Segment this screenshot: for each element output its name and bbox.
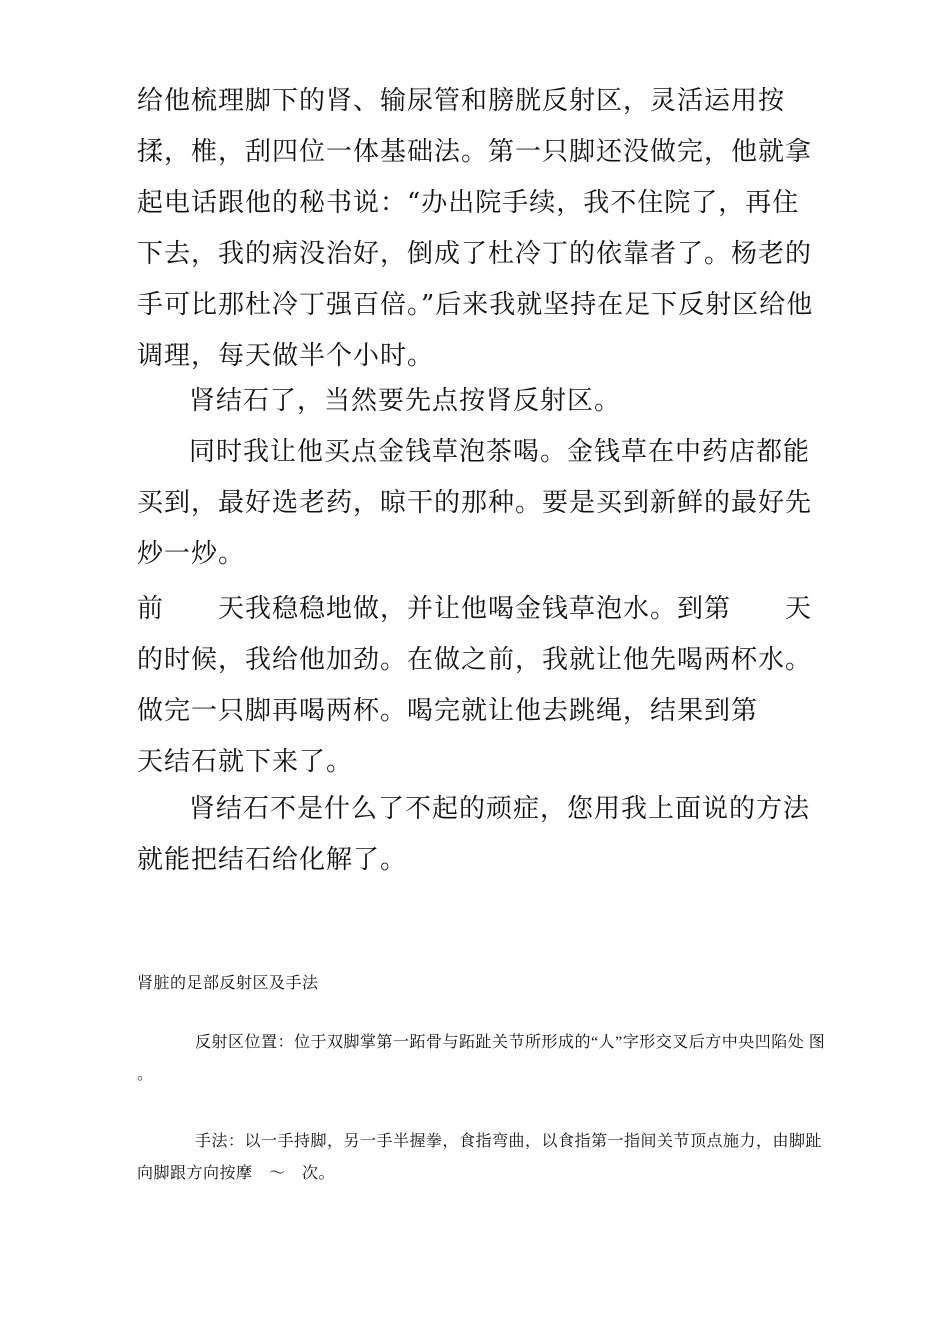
paragraph-text: 给他梳理脚下的肾、输尿管和膀胱反射区，灵活运用按揉，椎，刮四位一体基础法。第一只脚还没做完，他就拿起电话跟他的秘书说：“办出院手续，我不住院了，再住下去，我的病没治好，倒成了杜冷丁的依靠者了。杨老的手可比那杜冷丁强百倍。”后来我就坚持在足下反射区给他调理，每天做半个小时。 <box>137 86 814 371</box>
reflex-zone-position <box>137 1027 847 1091</box>
paragraph-text: 肾结石不是什么了不起的顽症，您用我上面说的方法就能把结石给化解了。 <box>137 794 811 875</box>
paragraph-text: 前 天我稳稳地做，并让他喝金钱草泡水。到第 天的时候，我给他加劲。在做之前，我就让他先喝两杯水。做完一只脚再喝两杯。喝完就让他去跳绳，结果到第 天结石就下来了。 <box>137 594 813 777</box>
section-heading: 肾脏的足部反射区及手法 <box>137 975 319 992</box>
paragraph-text: 肾结石了，当然要先点按肾反射区。 <box>189 386 622 416</box>
paragraph-herbal-tea <box>137 427 817 580</box>
paragraph-conclusion <box>137 784 817 886</box>
method-text: 手法：以一手持脚，另一手半握拳，食指弯曲，以食指第一指间关节顶点施力，由脚趾向脚跟方向按摩 ～ 次。 <box>137 1133 823 1182</box>
position-text: 反射区位置：位于双脚掌第一跖骨与跖趾关节所形成的“人”字形交叉后方中央凹陷处 图 。 <box>137 1034 847 1083</box>
paragraph-treatment-story <box>137 76 817 382</box>
paragraph-treatment-progress <box>137 584 817 788</box>
paragraph-kidney-point <box>137 376 817 427</box>
massage-method <box>137 1126 827 1190</box>
paragraph-text: 同时我让他买点金钱草泡茶喝。金钱草在中药店都能买到，最好选老药，晾干的那种。要是买到新鲜的最好先炒一炒。 <box>137 437 813 569</box>
